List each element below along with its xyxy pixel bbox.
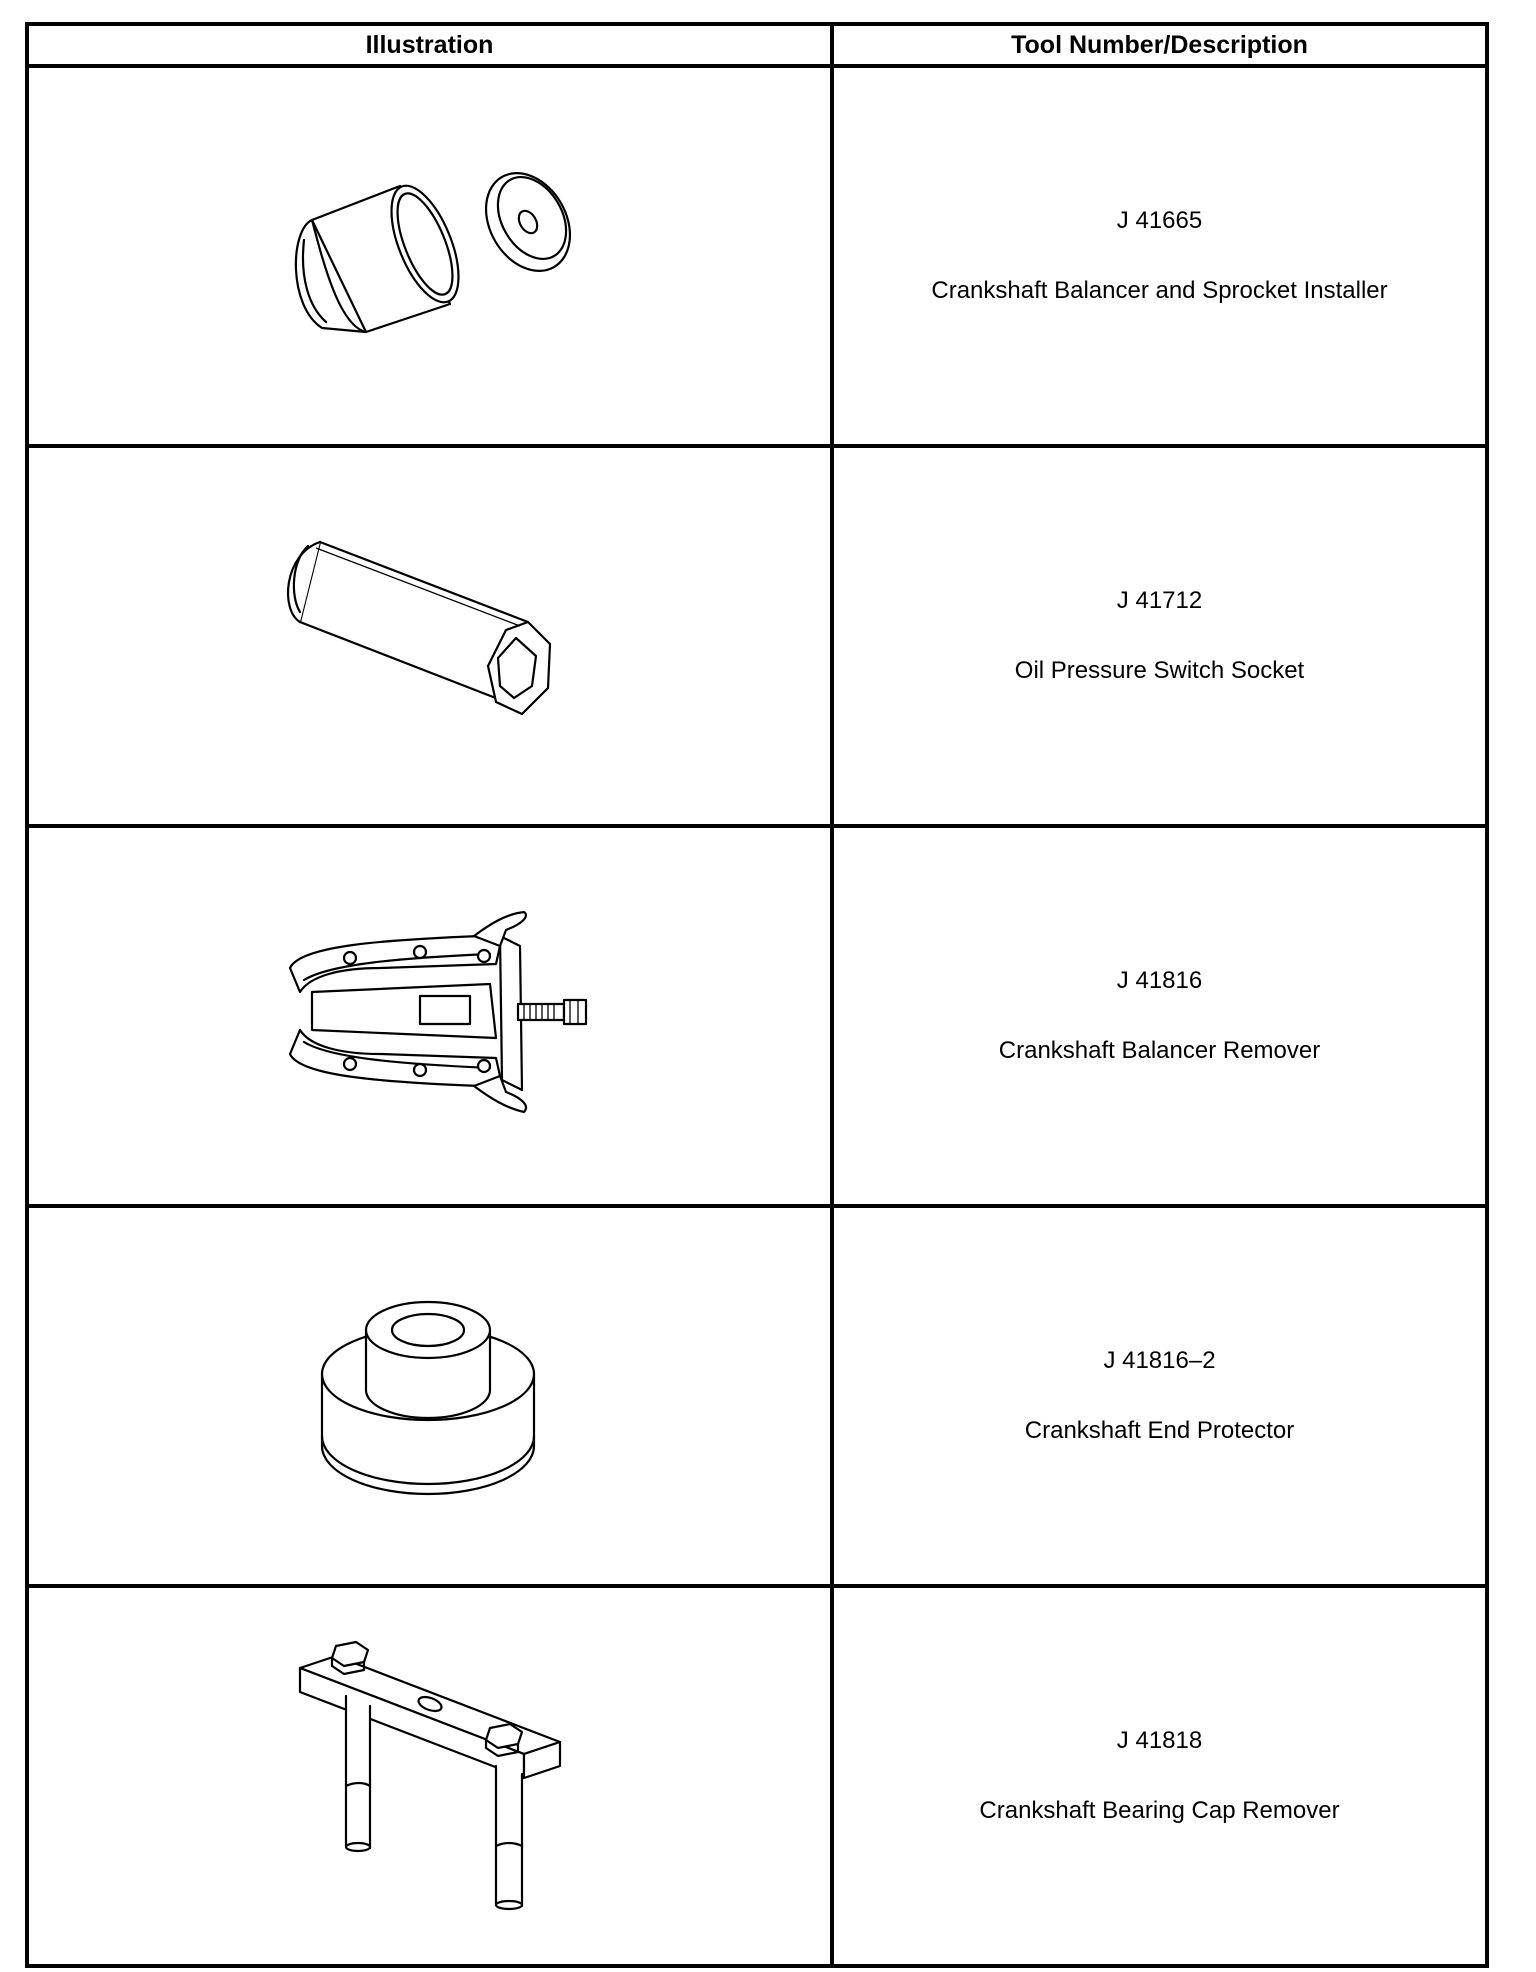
tool-description: Crankshaft Balancer Remover	[998, 1037, 1321, 1064]
tool-description-cell	[832, 1586, 1487, 1966]
tool-description-cell	[832, 1206, 1487, 1586]
table-row	[27, 1586, 1487, 1966]
illustration-cell	[27, 1586, 832, 1966]
tool-description-header: Tool Number/Description	[832, 24, 1487, 66]
table-row	[27, 446, 1487, 826]
header-row	[27, 24, 1487, 66]
bearing-cap-remover-illustration	[260, 1636, 600, 1916]
balancer-remover-puller-illustration	[260, 906, 600, 1126]
tool-description-cell	[832, 826, 1487, 1206]
special-tools-table	[25, 22, 1489, 1968]
illustration-cell	[27, 826, 832, 1206]
tool-number: J 41816	[1116, 967, 1203, 994]
balancer-installer-illustration	[260, 156, 600, 356]
table-row	[27, 826, 1487, 1206]
tool-description: Crankshaft End Protector	[1024, 1417, 1295, 1444]
tool-number: J 41712	[1116, 587, 1203, 614]
table-row	[27, 66, 1487, 446]
table-row	[27, 1206, 1487, 1586]
tool-number: J 41818	[1116, 1727, 1203, 1754]
tool-description: Oil Pressure Switch Socket	[1014, 657, 1305, 684]
tool-description: Crankshaft Balancer and Sprocket Installer	[931, 277, 1388, 304]
illustration-cell	[27, 66, 832, 446]
illustration-header: Illustration	[27, 24, 832, 66]
oil-pressure-socket-illustration	[260, 526, 600, 746]
tool-description-cell	[832, 446, 1487, 826]
tool-number: J 41816–2	[1103, 1347, 1216, 1374]
tool-number: J 41665	[1116, 207, 1203, 234]
end-protector-illustration	[260, 1286, 600, 1506]
illustration-cell	[27, 1206, 832, 1586]
tool-description: Crankshaft Bearing Cap Remover	[979, 1797, 1340, 1824]
tool-description-cell	[832, 66, 1487, 446]
illustration-cell	[27, 446, 832, 826]
